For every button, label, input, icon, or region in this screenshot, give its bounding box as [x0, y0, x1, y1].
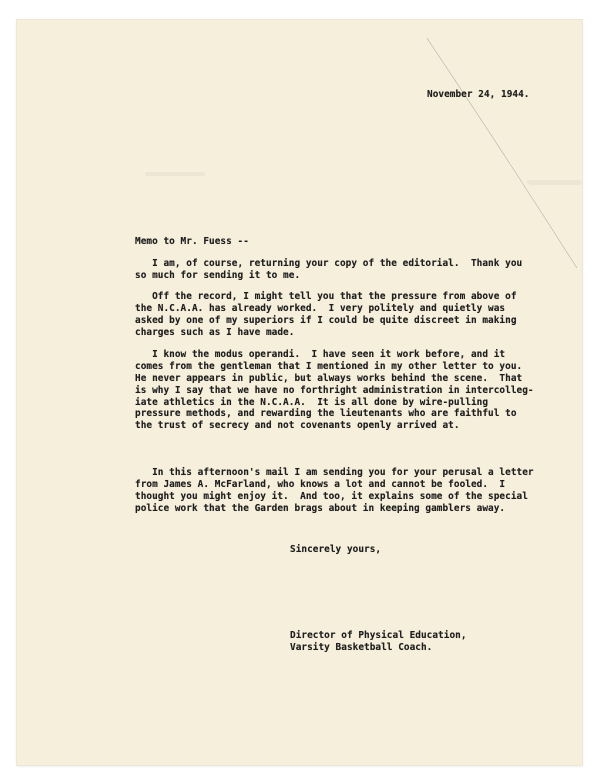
- paragraph-line: thought you might enjoy it. And too, it explains some of the special: [135, 490, 528, 502]
- paragraph-line: I know the modus operandi. I have seen it work before, and it: [135, 349, 506, 360]
- letter-date: November 24, 1944.: [427, 89, 530, 100]
- paper-smudge: [527, 180, 582, 185]
- signature-title-line: Varsity Basketball Coach.: [290, 641, 433, 653]
- paragraph-line: He never appears in public, but always works behind the scene. That: [135, 372, 523, 384]
- paper-smudge: [145, 172, 205, 176]
- letter-paragraph: [135, 467, 534, 515]
- paragraph-line: from James A. McFarland, who knows a lot and cannot be fooled. I: [135, 478, 506, 490]
- signature-title-line: Director of Physical Education,: [290, 630, 467, 641]
- paragraph-line: pressure methods, and rewarding the lieutenants who are faithful to: [135, 408, 517, 420]
- paragraph-line: charges such as I have made.: [135, 326, 295, 338]
- letter-closing: Sincerely yours,: [290, 544, 382, 555]
- paragraph-line: the trust of secrecy and not covenants openly arrived at.: [135, 420, 460, 432]
- paragraph-line: asked by one of my superiors if I could be quite discreet in making: [135, 314, 517, 326]
- letter-paragraph: [135, 291, 517, 339]
- paper-crease: [427, 38, 597, 288]
- paragraph-line: In this afternoon's mail I am sending you for your perusal a letter: [135, 467, 534, 478]
- paragraph-line: Off the record, I might tell you that the pressure from above of: [135, 291, 517, 302]
- letter-paragraph: [135, 349, 534, 432]
- paragraph-line: iate athletics in the N.C.A.A. It is all done by wire-pulling: [135, 396, 489, 408]
- paragraph-line: so much for sending it to me.: [135, 269, 301, 281]
- paragraph-line: comes from the gentleman that I mentioned in my other letter to you.: [135, 360, 523, 372]
- paragraph-line: the N.C.A.A. has already worked. I very politely and quietly was: [135, 302, 506, 314]
- paragraph-line: police work that the Garden brags about in keeping gamblers away.: [135, 502, 506, 514]
- paragraph-line: is why I say that we have no forthright administration in intercolleg-: [135, 384, 534, 396]
- letter-paragraph: [135, 258, 522, 282]
- letter-salutation: Memo to Mr. Fuess --: [135, 236, 249, 247]
- letter-signature-block: [290, 630, 467, 654]
- paragraph-line: I am, of course, returning your copy of the editorial. Thank you: [135, 258, 523, 269]
